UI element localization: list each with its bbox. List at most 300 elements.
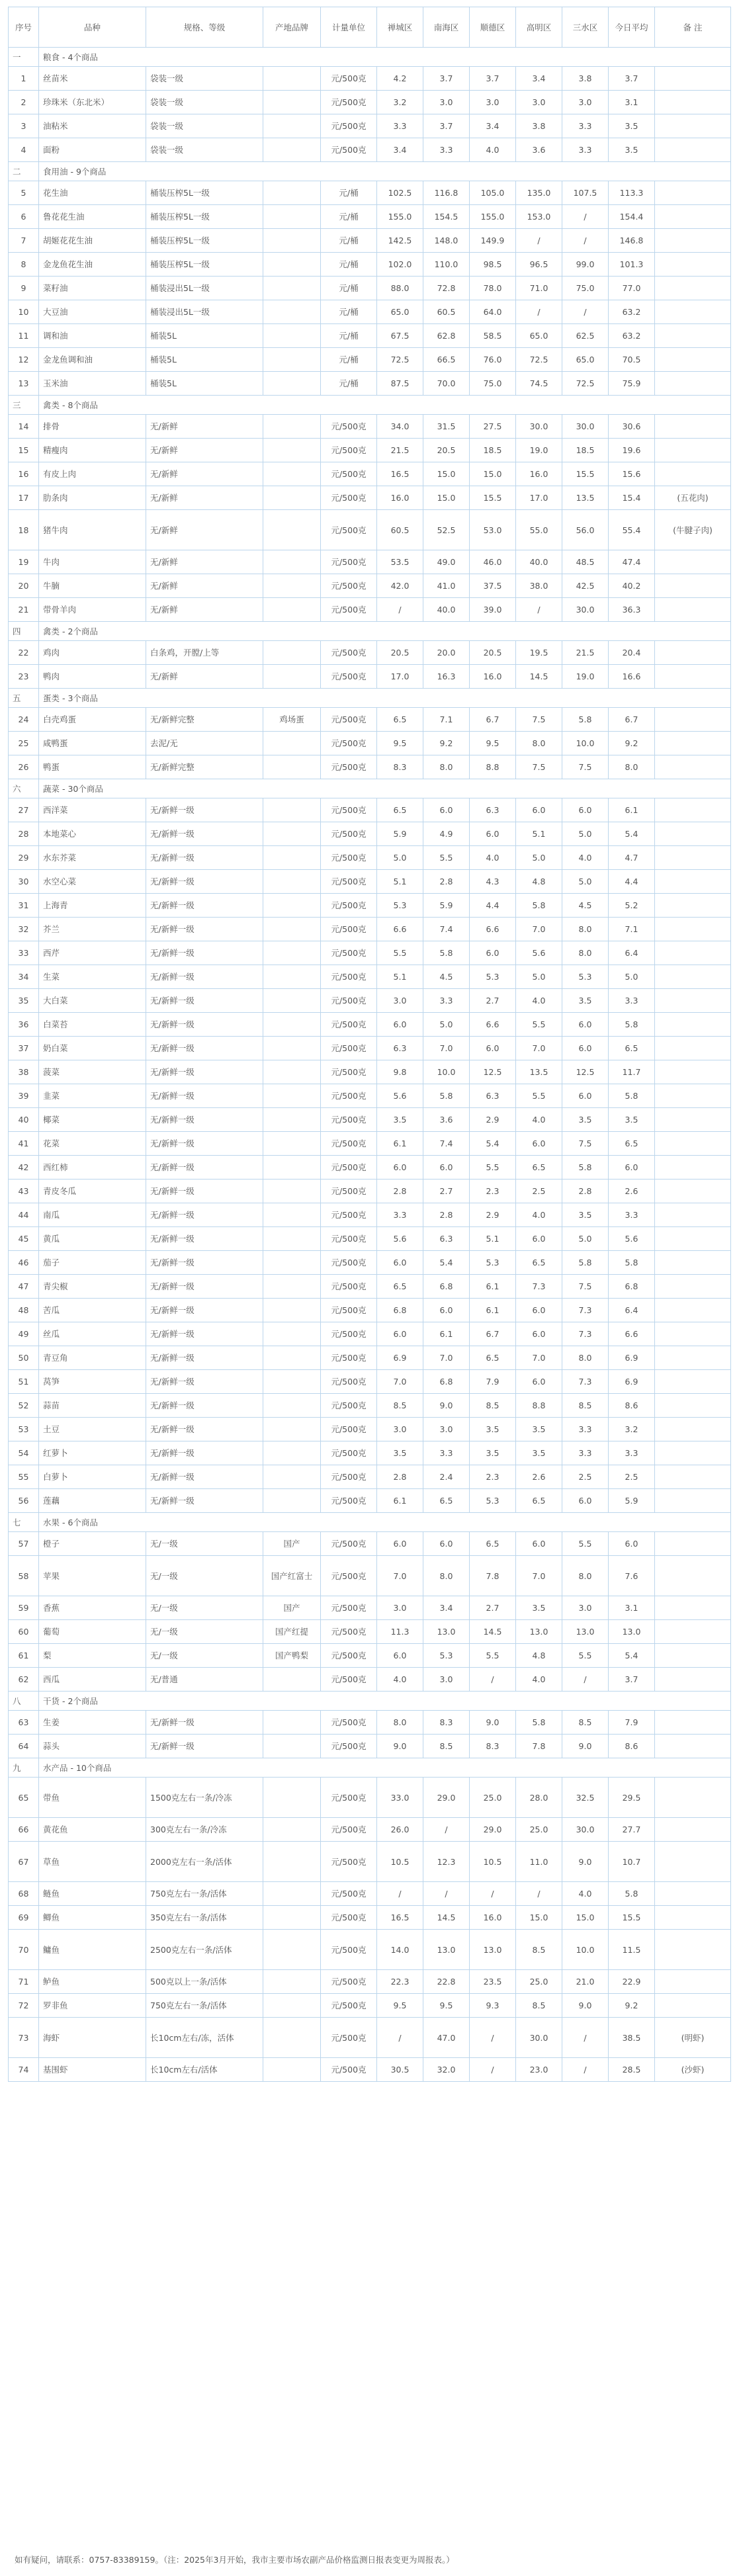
product-name: 丝瓜 — [39, 1322, 146, 1346]
product-spec: 无/新鲜一级 — [146, 894, 263, 918]
sanshui-price: 15.0 — [562, 1906, 609, 1930]
shunde-price: 2.7 — [470, 1596, 516, 1620]
gaoming-price: 5.0 — [516, 846, 562, 870]
nanhai-price: 15.0 — [423, 462, 470, 486]
sanshui-price: 5.0 — [562, 822, 609, 846]
table-row — [9, 798, 731, 822]
product-unit: 元/500克 — [321, 415, 377, 439]
nanhai-price: 7.1 — [423, 708, 470, 732]
chancheng-price: 6.8 — [377, 1299, 423, 1322]
product-name: 西红柿 — [39, 1156, 146, 1180]
average-price: 5.2 — [609, 894, 655, 918]
product-spec: 桶装5L — [146, 324, 263, 348]
gaoming-price: 7.0 — [516, 1346, 562, 1370]
average-price: 70.5 — [609, 348, 655, 372]
shunde-price: 155.0 — [470, 205, 516, 229]
shunde-price: 64.0 — [470, 300, 516, 324]
chancheng-price: 10.5 — [377, 1842, 423, 1882]
chancheng-price: / — [377, 1882, 423, 1906]
shunde-price: 29.0 — [470, 1818, 516, 1842]
product-spec: 无/新鲜一级 — [146, 1394, 263, 1418]
chancheng-price: 67.5 — [377, 324, 423, 348]
product-name: 带骨羊肉 — [39, 598, 146, 622]
row-number: 47 — [9, 1275, 39, 1299]
row-number: 73 — [9, 2018, 39, 2058]
average-price: 20.4 — [609, 641, 655, 665]
average-price: 38.5 — [609, 2018, 655, 2058]
nanhai-price: 9.5 — [423, 1994, 470, 2018]
row-number: 10 — [9, 300, 39, 324]
table-row — [9, 894, 731, 918]
product-unit: 元/500克 — [321, 1013, 377, 1037]
product-note — [655, 138, 731, 162]
product-note — [655, 550, 731, 574]
product-unit: 元/500克 — [321, 1778, 377, 1818]
average-price: 3.5 — [609, 114, 655, 138]
product-name: 玉米油 — [39, 372, 146, 396]
chancheng-price: 6.5 — [377, 708, 423, 732]
nanhai-price: 5.5 — [423, 846, 470, 870]
table-row — [9, 1418, 731, 1441]
gaoming-price: 19.0 — [516, 439, 562, 462]
product-note — [655, 1465, 731, 1489]
table-row — [9, 415, 731, 439]
chancheng-price: 8.3 — [377, 755, 423, 779]
product-note — [655, 941, 731, 965]
chancheng-price: 21.5 — [377, 439, 423, 462]
product-unit: 元/500克 — [321, 1735, 377, 1758]
product-note — [655, 1132, 731, 1156]
row-number: 22 — [9, 641, 39, 665]
product-brand — [263, 1251, 321, 1275]
product-spec: 无/新鲜一级 — [146, 1084, 263, 1108]
gaoming-price: 153.0 — [516, 205, 562, 229]
average-price: 7.6 — [609, 1556, 655, 1596]
nanhai-price: 2.7 — [423, 1180, 470, 1203]
product-note — [655, 1418, 731, 1441]
product-spec: 2500克左右一条/活体 — [146, 1930, 263, 1970]
product-brand — [263, 1994, 321, 2018]
nanhai-price: 3.0 — [423, 1418, 470, 1441]
product-unit: 元/桶 — [321, 300, 377, 324]
table-row — [9, 1970, 731, 1994]
product-brand — [263, 1132, 321, 1156]
product-name: 白萝卜 — [39, 1465, 146, 1489]
average-price: 9.2 — [609, 1994, 655, 2018]
table-row — [9, 2018, 731, 2058]
product-name: 莴笋 — [39, 1370, 146, 1394]
row-number: 2 — [9, 91, 39, 114]
product-note — [655, 253, 731, 277]
product-unit: 元/500克 — [321, 1906, 377, 1930]
product-spec: 长10cm左右/冻，活体 — [146, 2018, 263, 2058]
product-spec: 750克左右一条/活体 — [146, 1882, 263, 1906]
product-spec: 无/新鲜一级 — [146, 822, 263, 846]
table-row — [9, 324, 731, 348]
product-brand — [263, 1299, 321, 1322]
category-number: 六 — [9, 779, 39, 798]
table-row — [9, 1251, 731, 1275]
category-title: 水产品 - 10个商品 — [39, 1758, 731, 1778]
table-row — [9, 229, 731, 253]
chancheng-price: 3.0 — [377, 989, 423, 1013]
gaoming-price: 3.5 — [516, 1596, 562, 1620]
nanhai-price: 4.5 — [423, 965, 470, 989]
sanshui-price: 62.5 — [562, 324, 609, 348]
shunde-price: 6.3 — [470, 798, 516, 822]
gaoming-price: 5.1 — [516, 822, 562, 846]
average-price: 75.9 — [609, 372, 655, 396]
nanhai-price: 20.0 — [423, 641, 470, 665]
nanhai-price: 2.8 — [423, 1203, 470, 1227]
product-name: 茄子 — [39, 1251, 146, 1275]
row-number: 57 — [9, 1532, 39, 1556]
product-spec: 桶装5L — [146, 348, 263, 372]
product-name: 水东芥菜 — [39, 846, 146, 870]
table-row — [9, 372, 731, 396]
row-number: 62 — [9, 1668, 39, 1692]
gaoming-price: 7.8 — [516, 1735, 562, 1758]
chancheng-price: 4.0 — [377, 1668, 423, 1692]
sanshui-price: / — [562, 300, 609, 324]
average-price: 3.7 — [609, 1668, 655, 1692]
table-row — [9, 1906, 731, 1930]
row-number: 37 — [9, 1037, 39, 1060]
row-number: 41 — [9, 1132, 39, 1156]
col-header-name: 品种 — [39, 7, 146, 48]
sanshui-price: 21.0 — [562, 1970, 609, 1994]
product-brand — [263, 2058, 321, 2082]
shunde-price: 5.5 — [470, 1156, 516, 1180]
gaoming-price: 40.0 — [516, 550, 562, 574]
chancheng-price: 53.5 — [377, 550, 423, 574]
gaoming-price: 7.0 — [516, 1556, 562, 1596]
average-price: 36.3 — [609, 598, 655, 622]
table-row — [9, 1644, 731, 1668]
average-price: 16.6 — [609, 665, 655, 689]
sanshui-price: 30.0 — [562, 415, 609, 439]
shunde-price: 37.5 — [470, 574, 516, 598]
chancheng-price: 26.0 — [377, 1818, 423, 1842]
product-spec: 桶装浸出5L一级 — [146, 277, 263, 300]
product-unit: 元/500克 — [321, 1556, 377, 1596]
average-price: 3.3 — [609, 989, 655, 1013]
product-note — [655, 1060, 731, 1084]
shunde-price: 16.0 — [470, 665, 516, 689]
row-number: 49 — [9, 1322, 39, 1346]
average-price: 5.8 — [609, 1013, 655, 1037]
col-header-shunde: 顺德区 — [470, 7, 516, 48]
average-price: 28.5 — [609, 2058, 655, 2082]
nanhai-price: 41.0 — [423, 574, 470, 598]
product-brand — [263, 1906, 321, 1930]
product-name: 菜籽油 — [39, 277, 146, 300]
product-brand — [263, 1930, 321, 1970]
product-note — [655, 1970, 731, 1994]
product-unit: 元/500克 — [321, 1441, 377, 1465]
row-number: 35 — [9, 989, 39, 1013]
gaoming-price: 5.5 — [516, 1013, 562, 1037]
product-unit: 元/500克 — [321, 114, 377, 138]
product-name: 蒜头 — [39, 1735, 146, 1758]
nanhai-price: 60.5 — [423, 300, 470, 324]
gaoming-price: 4.0 — [516, 1203, 562, 1227]
product-unit: 元/500克 — [321, 1108, 377, 1132]
product-name: 葡萄 — [39, 1620, 146, 1644]
product-note: (牛腱子肉) — [655, 510, 731, 550]
average-price: 6.0 — [609, 1156, 655, 1180]
sanshui-price: 2.5 — [562, 1465, 609, 1489]
product-name: 土豆 — [39, 1418, 146, 1441]
product-unit: 元/桶 — [321, 229, 377, 253]
product-spec: 无/新鲜一级 — [146, 798, 263, 822]
chancheng-price: 3.3 — [377, 114, 423, 138]
product-note — [655, 732, 731, 755]
average-price: 2.5 — [609, 1465, 655, 1489]
average-price: 77.0 — [609, 277, 655, 300]
product-unit: 元/500克 — [321, 989, 377, 1013]
average-price: 3.3 — [609, 1441, 655, 1465]
product-unit: 元/桶 — [321, 348, 377, 372]
row-number: 1 — [9, 67, 39, 91]
product-brand — [263, 598, 321, 622]
product-unit: 元/500克 — [321, 510, 377, 550]
chancheng-price: 34.0 — [377, 415, 423, 439]
table-row — [9, 205, 731, 229]
gaoming-price: 13.5 — [516, 1060, 562, 1084]
chancheng-price: 33.0 — [377, 1778, 423, 1818]
product-note — [655, 1322, 731, 1346]
chancheng-price: 3.3 — [377, 1203, 423, 1227]
category-number: 二 — [9, 162, 39, 181]
shunde-price: 27.5 — [470, 415, 516, 439]
table-row — [9, 918, 731, 941]
average-price: 113.3 — [609, 181, 655, 205]
product-spec: 350克左右一条/活体 — [146, 1906, 263, 1930]
gaoming-price: 3.4 — [516, 67, 562, 91]
row-number: 63 — [9, 1711, 39, 1735]
sanshui-price: 10.0 — [562, 732, 609, 755]
product-name: 黄瓜 — [39, 1227, 146, 1251]
product-name: 大豆油 — [39, 300, 146, 324]
product-name: 本地菜心 — [39, 822, 146, 846]
product-unit: 元/500克 — [321, 1620, 377, 1644]
product-brand — [263, 1084, 321, 1108]
gaoming-price: 28.0 — [516, 1778, 562, 1818]
table-row — [9, 1275, 731, 1299]
product-note — [655, 229, 731, 253]
product-spec: 无/新鲜一级 — [146, 1711, 263, 1735]
row-number: 26 — [9, 755, 39, 779]
chancheng-price: 9.5 — [377, 732, 423, 755]
product-name: 梨 — [39, 1644, 146, 1668]
nanhai-price: 13.0 — [423, 1930, 470, 1970]
nanhai-price: 3.3 — [423, 138, 470, 162]
chancheng-price: 17.0 — [377, 665, 423, 689]
chancheng-price: 6.1 — [377, 1489, 423, 1513]
product-unit: 元/500克 — [321, 1994, 377, 2018]
chancheng-price: 4.2 — [377, 67, 423, 91]
product-name: 生菜 — [39, 965, 146, 989]
table-row — [9, 1668, 731, 1692]
nanhai-price: 66.5 — [423, 348, 470, 372]
average-price: 63.2 — [609, 324, 655, 348]
product-name: 油粘米 — [39, 114, 146, 138]
product-brand — [263, 1346, 321, 1370]
product-spec: 桶装压榨5L一级 — [146, 205, 263, 229]
row-number: 54 — [9, 1441, 39, 1465]
shunde-price: 5.3 — [470, 1251, 516, 1275]
average-price: 5.8 — [609, 1882, 655, 1906]
gaoming-price: 4.8 — [516, 1644, 562, 1668]
chancheng-price: 16.5 — [377, 1906, 423, 1930]
row-number: 8 — [9, 253, 39, 277]
sanshui-price: 3.8 — [562, 67, 609, 91]
gaoming-price: 6.0 — [516, 1532, 562, 1556]
product-name: 鲫鱼 — [39, 1906, 146, 1930]
nanhai-price: 5.9 — [423, 894, 470, 918]
product-unit: 元/500克 — [321, 1489, 377, 1513]
product-note — [655, 1596, 731, 1620]
sanshui-price: 72.5 — [562, 372, 609, 396]
product-unit: 元/500克 — [321, 1060, 377, 1084]
product-unit: 元/500克 — [321, 894, 377, 918]
row-number: 38 — [9, 1060, 39, 1084]
row-number: 31 — [9, 894, 39, 918]
shunde-price: 9.5 — [470, 732, 516, 755]
product-name: 红萝卜 — [39, 1441, 146, 1465]
chancheng-price: 6.0 — [377, 1532, 423, 1556]
product-name: 基围虾 — [39, 2058, 146, 2082]
chancheng-price: 16.5 — [377, 462, 423, 486]
product-unit: 元/500克 — [321, 822, 377, 846]
row-number: 72 — [9, 1994, 39, 2018]
product-name: 青尖椒 — [39, 1275, 146, 1299]
product-spec: 无/新鲜一级 — [146, 1370, 263, 1394]
average-price: 6.4 — [609, 941, 655, 965]
product-unit: 元/500克 — [321, 1818, 377, 1842]
category-number: 九 — [9, 1758, 39, 1778]
average-price: 6.5 — [609, 1132, 655, 1156]
product-spec: 无/新鲜 — [146, 439, 263, 462]
table-row — [9, 462, 731, 486]
product-note — [655, 1930, 731, 1970]
gaoming-price: 4.0 — [516, 1668, 562, 1692]
product-note — [655, 1013, 731, 1037]
product-name: 莲藕 — [39, 1489, 146, 1513]
table-row — [9, 138, 731, 162]
product-spec: 无/新鲜一级 — [146, 1251, 263, 1275]
row-number: 18 — [9, 510, 39, 550]
row-number: 56 — [9, 1489, 39, 1513]
table-row — [9, 1299, 731, 1322]
sanshui-price: / — [562, 1668, 609, 1692]
shunde-price: 7.9 — [470, 1370, 516, 1394]
product-name: 花菜 — [39, 1132, 146, 1156]
nanhai-price: 6.8 — [423, 1370, 470, 1394]
table-row — [9, 114, 731, 138]
product-unit: 元/500克 — [321, 1275, 377, 1299]
sanshui-price: 5.3 — [562, 965, 609, 989]
product-unit: 元/500克 — [321, 1596, 377, 1620]
product-brand — [263, 1037, 321, 1060]
product-name: 苹果 — [39, 1556, 146, 1596]
product-brand — [263, 1203, 321, 1227]
table-row — [9, 300, 731, 324]
product-note — [655, 1251, 731, 1275]
gaoming-price: 65.0 — [516, 324, 562, 348]
category-title: 食用油 - 9个商品 — [39, 162, 731, 181]
nanhai-price: 16.3 — [423, 665, 470, 689]
product-spec: 750克左右一条/活体 — [146, 1994, 263, 2018]
table-header-row — [9, 7, 731, 48]
shunde-price: 6.5 — [470, 1346, 516, 1370]
shunde-price: 5.1 — [470, 1227, 516, 1251]
gaoming-price: 7.5 — [516, 755, 562, 779]
product-brand — [263, 989, 321, 1013]
product-unit: 元/500克 — [321, 462, 377, 486]
nanhai-price: 2.4 — [423, 1465, 470, 1489]
product-spec: 袋装一级 — [146, 67, 263, 91]
gaoming-price: 6.0 — [516, 1227, 562, 1251]
product-brand — [263, 277, 321, 300]
nanhai-price: / — [423, 1882, 470, 1906]
gaoming-price: 72.5 — [516, 348, 562, 372]
product-unit: 元/500克 — [321, 1299, 377, 1322]
nanhai-price: 2.8 — [423, 870, 470, 894]
product-spec: 无/一级 — [146, 1644, 263, 1668]
product-brand — [263, 462, 321, 486]
product-unit: 元/500克 — [321, 91, 377, 114]
sanshui-price: 8.5 — [562, 1711, 609, 1735]
product-unit: 元/500克 — [321, 870, 377, 894]
gaoming-price: 6.5 — [516, 1251, 562, 1275]
nanhai-price: 6.3 — [423, 1227, 470, 1251]
product-brand — [263, 894, 321, 918]
col-header-no: 序号 — [9, 7, 39, 48]
average-price: 6.1 — [609, 798, 655, 822]
sanshui-price: 7.3 — [562, 1322, 609, 1346]
nanhai-price: 6.0 — [423, 1299, 470, 1322]
product-brand — [263, 941, 321, 965]
sanshui-price: 3.5 — [562, 1108, 609, 1132]
average-price: 15.5 — [609, 1906, 655, 1930]
sanshui-price: 15.5 — [562, 462, 609, 486]
product-note — [655, 1644, 731, 1668]
chancheng-price: 5.3 — [377, 894, 423, 918]
product-brand — [263, 439, 321, 462]
chancheng-price: 3.0 — [377, 1418, 423, 1441]
average-price: 4.4 — [609, 870, 655, 894]
shunde-price: 16.0 — [470, 1906, 516, 1930]
sanshui-price: 7.5 — [562, 755, 609, 779]
average-price: 154.4 — [609, 205, 655, 229]
product-note — [655, 1156, 731, 1180]
chancheng-price: 72.5 — [377, 348, 423, 372]
gaoming-price: 6.5 — [516, 1156, 562, 1180]
average-price: 3.3 — [609, 1203, 655, 1227]
chancheng-price: 5.1 — [377, 965, 423, 989]
product-name: 芥兰 — [39, 918, 146, 941]
product-spec: 无/新鲜一级 — [146, 918, 263, 941]
table-row — [9, 1346, 731, 1370]
gaoming-price: 23.0 — [516, 2058, 562, 2082]
sanshui-price: 3.3 — [562, 114, 609, 138]
gaoming-price: 3.8 — [516, 114, 562, 138]
product-spec: 300克左右一条/冷冻 — [146, 1818, 263, 1842]
product-spec: 无/新鲜一级 — [146, 1441, 263, 1465]
product-note — [655, 965, 731, 989]
